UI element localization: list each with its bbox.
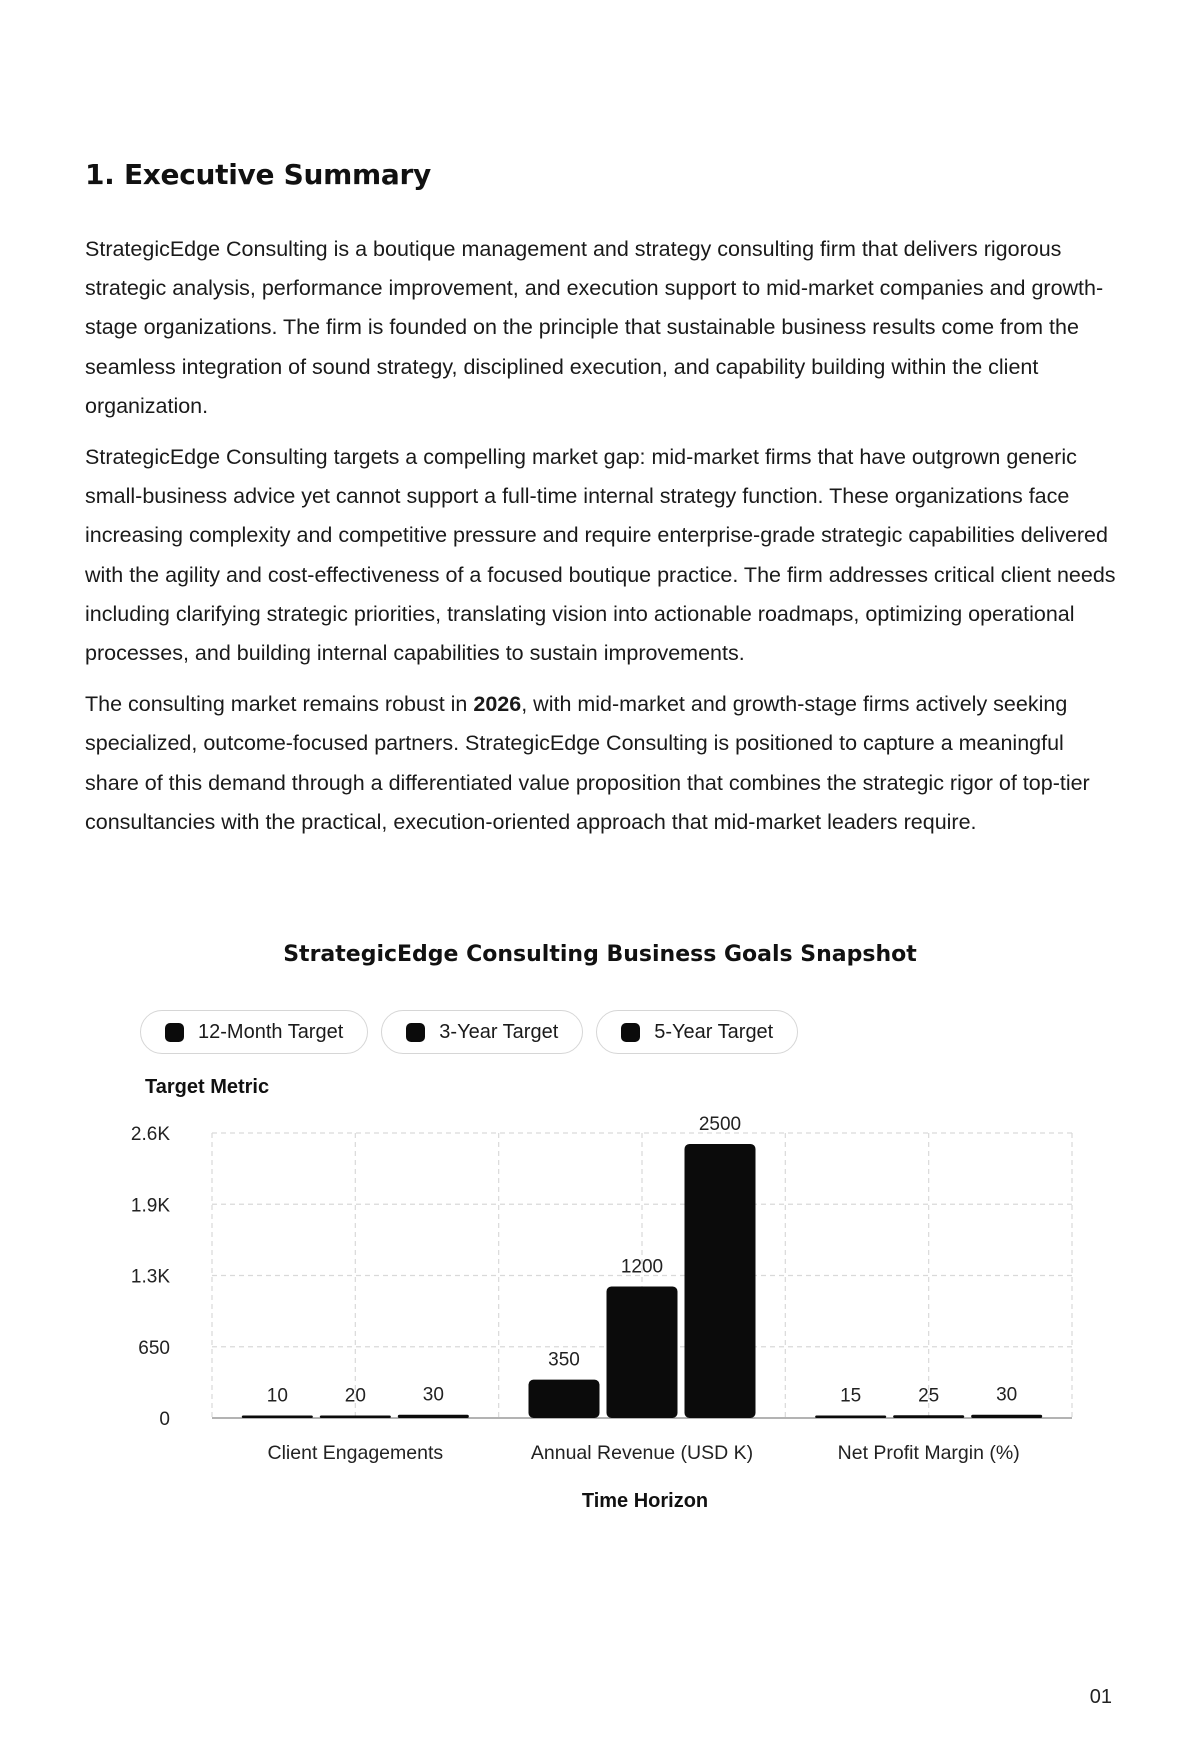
bar [607,1286,678,1418]
data-label: 2500 [698,1113,742,1135]
legend-label: 3-Year Target [439,1020,559,1043]
bar [815,1416,886,1419]
x-axis-title: Time Horizon [581,1490,709,1512]
bar [971,1415,1042,1418]
bar [893,1415,964,1418]
legend-label: 5-Year Target [654,1020,774,1043]
paragraph-2: StrategicEdge Consulting targets a compelling market gap: mid-market firms that have outgrown generic small-business advice yet cannot support a full-time internal strategy function. These organizations face increasing complexity and competitive pressure and require enterprise-grade strategic capabilities delivered with the agility and cost-effectiveness of a focused boutique practice. The firm addresses critical client needs including clarifying strategic priorities, translating vision into actionable roadmaps, optimizing operational processes, and building internal capabilities to sustain improvements. [85,445,1116,666]
page-number: 01 [1089,1686,1112,1708]
y-tick-label: 2.6K [130,1124,170,1145]
paragraph-3-year: 2026 [473,692,522,717]
chart-title: StrategicEdge Consulting Business Goals Snapshot [283,942,917,967]
bar [529,1380,600,1418]
data-label: 30 [996,1384,1018,1406]
data-label: 30 [422,1384,444,1406]
bar [320,1416,391,1419]
y-tick-label: 1.3K [130,1266,170,1288]
paragraph-3-rest: , with mid-market and growth-stage firms actively seeking specialized, outcome-focused partners. StrategicEdge Consulting is positioned to capture a meaningful share of this demand through a differentiated value proposition that combines the strategic rigor of top-tier consultancies with the practical, execution-oriented approach that mid-market leaders require. [85,692,1090,834]
data-label: 25 [918,1385,940,1407]
y-tick-label: 1.9K [130,1195,170,1217]
data-label: 15 [840,1385,862,1407]
x-tick-label: Net Profit Margin (%) [837,1442,1020,1464]
bar [398,1415,469,1418]
y-tick-label: 650 [138,1337,170,1359]
y-axis-title: Target Metric [145,1076,270,1098]
bar [242,1416,313,1419]
x-tick-label: Annual Revenue (USD K) [530,1442,754,1464]
paragraph-1: StrategicEdge Consulting is a boutique management and strategy consulting firm that delivers rigorous strategic analysis, performance improvement, and execution support to mid-market companies and growth-stage organizations. The firm is founded on the principle that sustainable business results come from the seamless integration of sound strategy, disciplined execution, and capability building within the client organization. [85,237,1104,418]
x-tick-label: Client Engagements [267,1442,444,1464]
data-label: 10 [266,1385,288,1407]
bar [685,1144,756,1418]
section-title: 1. Executive Summary [85,158,431,191]
data-label: 1200 [620,1256,664,1278]
legend-label: 12-Month Target [198,1020,344,1043]
data-label: 20 [344,1385,366,1407]
paragraph-3-lead: The consulting market remains robust in [85,692,474,717]
data-label: 350 [548,1349,580,1371]
y-tick-label: 0 [159,1409,170,1430]
